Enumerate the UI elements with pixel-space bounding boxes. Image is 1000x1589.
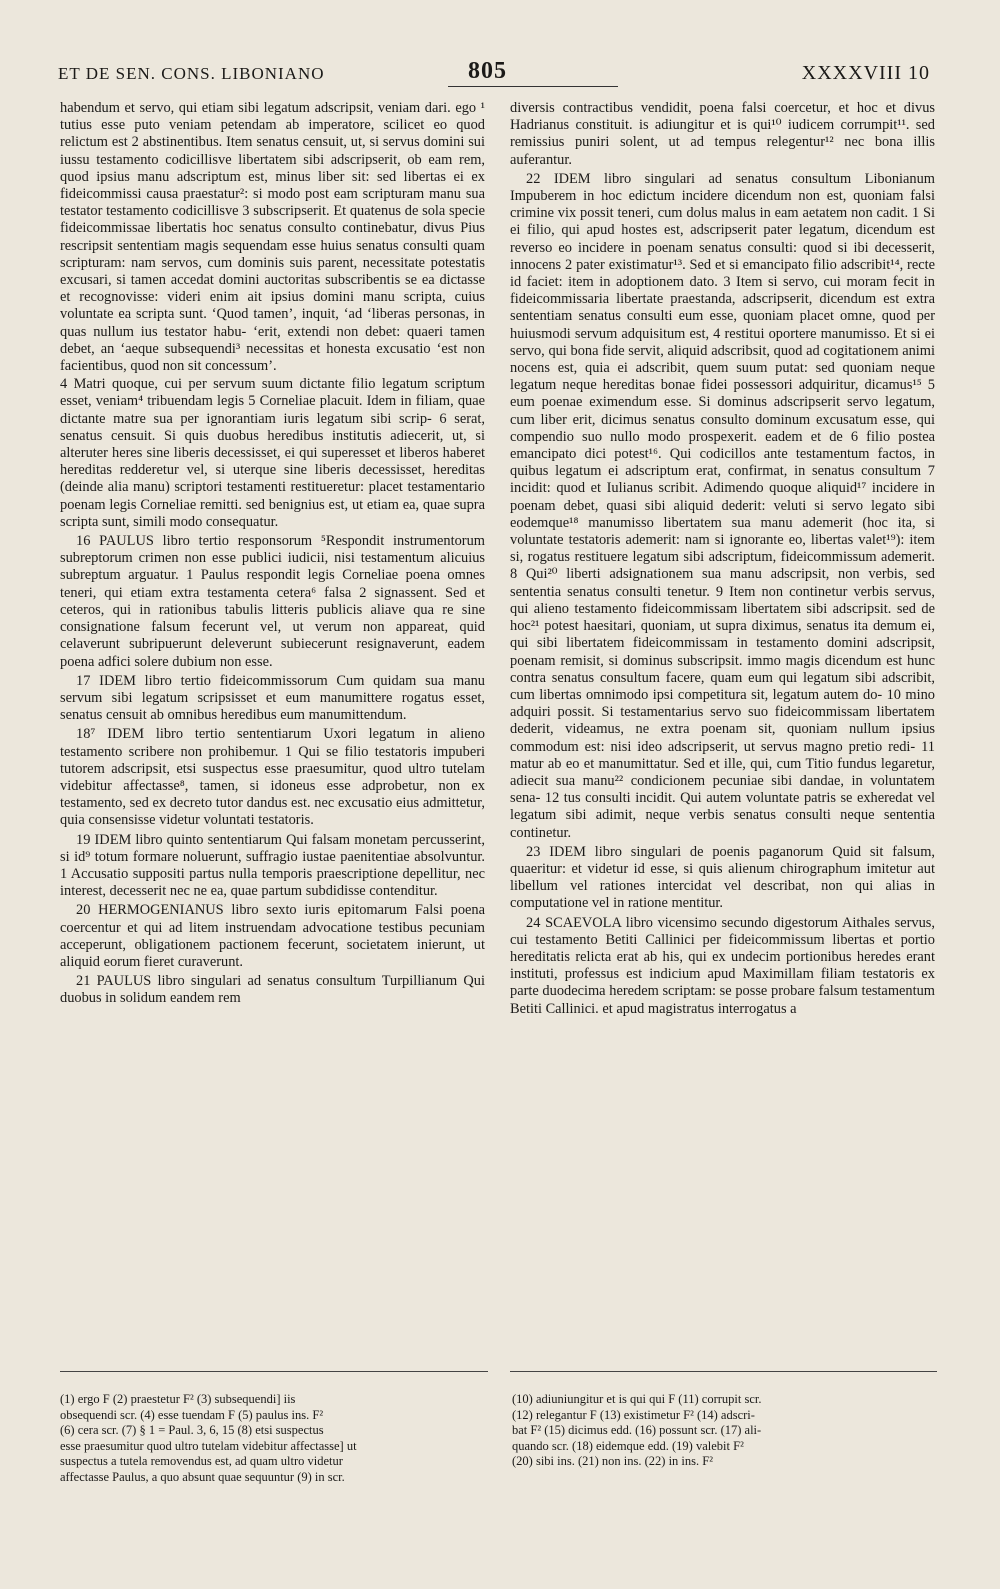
paragraph: 22 IDEM libro singulari ad senatus consultum Libonianum Impuberem in hoc edictum incidere dicendum non est, quoniam falsi crimine vix possit teneri, cum dolus malus in eam aetatem non cadit. 1 Si ei filio, qui apud hostes est, adscripserit pater legatum, dicendum est reverso eo incidere in poenam senatus consulti: quod si ibi decesserit, innocens 2 pater existimatur¹³. Sed et si emancipato filio adscribit¹⁴, recte id faciet: item in adoptionem dato. 3 Item si servo, cui moram fecit in fideicommissaria libertate praestanda, adscripserit, dicendum est extra sententiam senatus consulti eum esse, quoniam placet omne, quod per huiusmodi servum adquisitum est, 4 restitui oportere manumisso. Et si ei servo, qui bona fide servit, aliquid adscribsit, quod ad cogitationem animi nocens est, quia ei adscribit, quem suum putat: sed quoniam neque legatum neque hereditas bonae fidei possessori adquiritur, dicamus¹⁵ 5 eum poenae eximendum esse. Si dominus adscripserit servo legatum, cum liber erit, dicimus senatus consulto dominum excusatum esse, qui compendio suo nullo modo prospexerit. eadem et de 6 filio postea emancipato dici potest¹⁶. Qui codicillos ante testamentum factos, in quibus legatum ei adscriptum erat, confirmat, in senatus consultum 7 incidit: quod et Iulianus scribit. Adimendo quoque aliquid¹⁷ incidere in poenam debet, quasi sibi aliquid dederit: veluti si servo legato sibi eodemque¹⁸ manumisso libertatem sua manu ademerit (hoc ita, si voluntate testatoris ademerit: nam si ignorante eo, libertas valet¹⁹): item si, rogatus restituere legatum sibi adscriptum, fideicommissum ademerit. 8 Qui²⁰ liberti adsignationem sua manu adscripsit, non verbis, sed sententia senatus consulti tenetur. 9 Item non continetur verbis servus, qui alieno testamento fideicommissam libertatem sibi adscripsit. sed de hoc²¹ potest haesitari, quoniam, ut supra diximus, senatus ita demum ei, qui sibi libertatem fideicommissam in testamento domini adscripsit, poenam remisit, si dominus subscripsit. immo magis dicendum est hunc contra senatus consultum facere, quam eum qui legatum sibi adscribit, cum libertas omnimodo ipsi competitura sit, legatum autem do- 10 mino adquiri possit. Si testamentarius servo suo fideicommissam libertatem dederit, videamus, ne extra poenam sit, quoniam nullum ipsius commodum est: nisi ideo adscripserit, ut servus magno pretio redi- 11 matur ab eo et manumittatur. Sed et ille, qui, cum Titio fundus legaretur, adiecit sua manu²² condicionem pecuniae sibi dandae, in voluntatem sena- 12 tus consulti incidit. Qui autem voluntate patris se exheredat vel legatum sibi adimit, neque verbis senatus consulti neque sententia continetur. xyxy=(510,170,935,841)
paragraph: 19 IDEM libro quinto sententiarum Qui falsam monetam percusserint, si id⁹ totum formare noluerunt, suffragio iustae paenitentiae absolvuntur. 1 Accusatio suppositi partus nulla temporis praescriptione depellitur, nec interest, decesserit nec ne ea, quae partum subdidisse contenditur. xyxy=(60,831,485,900)
header-title: ET DE SEN. CONS. LIBONIANO xyxy=(58,64,325,83)
left-column xyxy=(60,100,485,1009)
footnotes-left xyxy=(60,1392,488,1486)
paragraph: 4 Matri quoque, cui per servum suum dictante filio legatum scriptum esset, veniam⁴ tribuendam legis 5 Corneliae placuit. Idem in filiam, quae dictante matre sua per ignorantiam iuris legatum sibi scrip- 6 serat, senatus censuit. Si quis duobus heredibus institutis adiecerit, ut, si alteruter heres sine liberis decessisset, ei qui superesset et liberos haberet hereditas redderetur vel, si uterque sine liberis decessisset, hereditas (deinde alia manu) scriptori testamenti restitueretur: placet testamentario poenam legis Corneliae remitti. sed benignius est, ut etiam ea, quae supra scripta sunt, simili modo consequatur. xyxy=(60,376,485,530)
footnote-line: (12) relegantur F (13) existimetur F² (14) adscri- xyxy=(512,1407,755,1422)
footnote-line: affectasse Paulus, a quo absunt quae sequuntur (9) in scr. xyxy=(60,1469,345,1484)
header-section: XXXXVIII 10 xyxy=(801,62,930,84)
footnote-line: (10) adiuniungitur et is qui qui F (11) corrupit scr. xyxy=(512,1392,762,1406)
page-number: 805 xyxy=(468,58,507,84)
paragraph: 21 PAULUS libro singulari ad senatus consultum Turpillianum Qui duobus in solidum eandem rem xyxy=(60,973,485,1007)
footnote-line: quando scr. (18) eidemque edd. (19) valebit F² xyxy=(512,1438,744,1453)
header-rule xyxy=(448,86,618,87)
footnote-line: bat F² (15) dicimus edd. (16) possunt scr. (17) ali- xyxy=(512,1423,762,1438)
footnote-rule-right xyxy=(510,1371,937,1372)
footnote-line: (1) ergo F (2) praestetur F² (3) subsequendi] iis xyxy=(60,1392,296,1406)
paragraph: 20 HERMOGENIANUS libro sexto iuris epitomarum Falsi poena coercentur et qui ad litem instruendam advocatione testibus pecuniam acceperunt, obligationem pactionem fecerunt, societatem inierunt, ut aliquid eorum fieret curaverunt. xyxy=(60,902,485,970)
paragraph: 23 IDEM libro singulari de poenis paganorum Quid sit falsum, quaeritur: et videtur id esse, si quis alienum chirographum imitetur aut libellum vel rationes intercidat vel describat, non qui alias in computatione vel in ratione mentitur. xyxy=(510,843,935,912)
footnote-line: (6) cera scr. (7) § 1 = Paul. 3, 6, 15 (8) etsi suspectus xyxy=(60,1423,324,1438)
footnote-line: obsequendi scr. (4) esse tuendam F (5) paulus ins. F² xyxy=(60,1407,324,1422)
paragraph: 16 PAULUS libro tertio responsorum ⁵Respondit instrumentorum subreptorum crimen non esse publici iudicii, nisi testamentum alicuius subreptum arguatur. 1 Paulus respondit legis Corneliae poena omnes teneri, qui etiam extra testamenta cetera⁶ falsa 2 signassent. Sed et ceteros, qui in rationibus tabulis litteris publicis aliave qua re sine consignatione falsum fecerunt vel, ut verum non appareat, quid celaverunt subripuerunt deleverunt subiecerunt resignaverunt, eadem poena adfici solere dubium non esse. xyxy=(60,533,485,670)
footnote-line: esse praesumitur quod ultro tutelam videbitur affectasse] ut xyxy=(60,1438,357,1453)
paragraph: 18⁷ IDEM libro tertio sententiarum Uxori legatum in alieno testamento scribere non prohibemur. 1 Qui se filio testatoris impuberi tutorem adscripsit, etsi suspectus esse praesumitur, quod ultro tutelam videbitur affectasse⁸, tamen, si idoneus esse adprobetur, non ex testamento, sed ex decreto tutor dandus est. nec excusatio eius admittetur, quia consensisse videtur voluntati testatoris. xyxy=(60,726,485,829)
footnotes-right xyxy=(512,1392,937,1470)
running-header xyxy=(58,58,930,88)
paragraph: 24 SCAEVOLA libro vicensimo secundo digestorum Aithales servus, cui testamento Betiti Callinici per fideicommissum libertas et portio hereditatis relicta erat ab his, qui ex undecim portionibus heredes erant instituti, professus est indicium apud Maximillam filiam testatoris ex parte duodecima heredem scriptam: se posse probare falsum testamentum Betiti Callinici. et apud magistratus interrogatus a xyxy=(510,914,935,1017)
paragraph: 17 IDEM libro tertio fideicommissorum Cum quidam sua manu servum sibi legatum scripsisset et eum manumittere rogatus esset, senatus censuit ab omnibus heredibus eum manumittendum. xyxy=(60,672,485,724)
right-column xyxy=(510,100,935,1019)
paragraph: diversis contractibus vendidit, poena falsi coercetur, et hoc et divus Hadrianus constituit. is adiungitur et is qui¹⁰ iudicem corrumpit¹¹. sed remissius puniri solent, ut ad tempus relegentur¹² nec bona illis auferantur. xyxy=(510,100,935,168)
footnote-line: suspectus a tutela removendus est, ad quam ultro videtur xyxy=(60,1454,343,1469)
footnote-line: (20) sibi ins. (21) non ins. (22) in ins. F² xyxy=(512,1454,713,1469)
footnote-rule-left xyxy=(60,1371,488,1372)
paragraph: habendum et servo, qui etiam sibi legatum adscripsit, veniam dari. ego ¹ tutius esse puto veniam petendam ab imperatore, scilicet eo quod relictum est 2 abstinentibus. Item senatus censuit, ut, si servus domini sui iussu testamento codicillisve libertatem sibi adscripserit, ob eam rem, quod ipsius manu adscriptum est, minus liber sit: sed libertas ei ex fideicommissi causa praestatur²: si modo post eam scripturam manu sua testator testamento codicillisve 3 subscripserit. Et quatenus de sola specie fideicommissae libertatis hoc senatus consulto continebatur, divus Pius rescripsit sententiam magis sequendam esse huius senatus consulti quam scripturam: nam servos, cum dominis suis parent, necessitate potestatis excusari, si tamen accedat domini auctoritas subscribentis se ea dictasse et recognovisse: videri enim ait ipsius domini manu scripta, cuius voluntate ea scripta sunt. ‘Quod tamen’, inquit, ‘ad ‘liberas personas, in quas nullum ius testator habu- ‘erit, extendi non debet: quaeri tamen debet, an ‘aeque subsequendi³ necessitas et honesta excusatio ‘est non facientibus, quod non sit concessum’. xyxy=(60,100,485,375)
